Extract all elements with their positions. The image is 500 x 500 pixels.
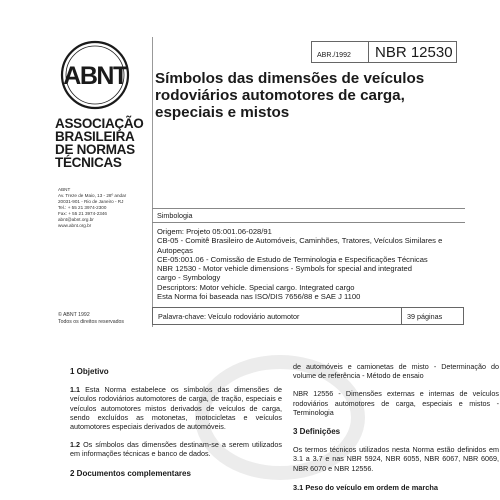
metadata-block	[157, 227, 467, 301]
copyright-rights: Todos os direitos reservados	[58, 318, 125, 325]
right-column	[293, 362, 499, 492]
organization-name	[55, 117, 145, 169]
meta-line: CB-05 - Comitê Brasileiro de Automóveis, Caminhões, Tratores, Veículos Similares e	[157, 236, 443, 246]
standard-code-box	[369, 41, 457, 63]
section-label: Simbologia	[157, 211, 193, 220]
meta-line: Descriptors: Motor vehicle. Special cargo. Integrated cargo	[157, 282, 355, 292]
paragraph-text: Esta Norma estabelece os símbolos das dimensões de veículos rodoviários automotores de carga, de tração, especiais e veículos automotores mistos derivados de veículos de carga, sendo excluídos as motonetas, motocicletas e veículos automotores especiais derivados de automóveis.	[70, 385, 282, 432]
copyright-block	[58, 312, 124, 325]
meta-line: Esta Norma foi baseada nas ISO/DIS 7656/88 e SAE J 1100	[157, 292, 361, 302]
left-column	[70, 367, 282, 478]
address-block	[58, 187, 126, 229]
org-line: BRASILEIRA	[55, 129, 135, 144]
paragraph-number: 1.1	[70, 385, 80, 395]
page-count-box	[402, 307, 464, 325]
org-line: TÉCNICAS	[55, 155, 122, 170]
address-line: www.abnt.org.br	[58, 223, 92, 228]
section-bottom-rule	[152, 222, 465, 223]
address-line: Av. Treze de Maio, 13 - 28º andar	[58, 193, 127, 198]
page-count: 39 páginas	[407, 312, 443, 321]
address-line: Fax: + 55 21 3974-2346	[58, 211, 107, 216]
standard-code: NBR 12530	[375, 43, 453, 61]
meta-line: Autopeças	[157, 245, 193, 255]
abnt-logo-text: ABNT	[63, 62, 127, 90]
title-line: rodoviários automotores de carga,	[155, 87, 405, 104]
date-box	[311, 41, 369, 63]
meta-line: cargo - Symbology	[157, 273, 221, 283]
address-line: abnt@abnt.org.br	[58, 217, 94, 222]
heading-documentos: 2 Documentos complementares	[70, 468, 191, 478]
heading-definicoes: 3 Definições	[293, 427, 341, 437]
keywords: Palavra-chave: Veículo rodoviário automotor	[158, 312, 300, 321]
address-line: ABNT	[58, 187, 71, 192]
section-top-rule	[152, 208, 465, 209]
org-line: ASSOCIAÇÃO	[55, 116, 144, 131]
reference-text: de automóveis e camionetas de misto - Determinação do volume de referência - Método de ensaio	[293, 362, 499, 381]
document-title	[155, 70, 465, 121]
meta-line: Origem: Projeto 05:001.06-028/91	[157, 227, 272, 236]
paragraph-number: 1.2	[70, 440, 80, 450]
vertical-rule	[152, 37, 153, 327]
meta-line: CE-05:001.06 - Comissão de Estudo de Terminologia e Especificações Técnicas	[157, 254, 428, 264]
address-line: Tel.: + 55 21 3974-2300	[58, 205, 107, 210]
abnt-logo	[60, 40, 130, 115]
heading-3-1: 3.1 Peso do veículo em ordem de marcha	[293, 482, 438, 492]
heading-objetivo: 1 Objetivo	[70, 367, 109, 376]
publication-date: ABR./1992	[317, 52, 351, 59]
meta-line: NBR 12530 - Motor vehicle dimensions - Symbols for special and integrated	[157, 264, 412, 274]
paragraph-1-1	[70, 385, 282, 431]
address-line: 20031-901 - Rio de Janeiro - RJ	[58, 199, 124, 204]
reference-nbr-12556: NBR 12556 - Dimensões externas e internas de veículos rodoviários automotores de carga, especiais e mistos - Terminologia	[293, 389, 499, 417]
title-line: especiais e mistos	[155, 104, 290, 121]
title-line: Símbolos das dimensões de veículos	[155, 70, 425, 87]
paragraph-1-2	[70, 440, 282, 458]
abnt-logo-icon	[60, 40, 130, 110]
keywords-box	[152, 307, 402, 325]
org-line: DE NORMAS	[55, 142, 135, 157]
copyright-year: © ABNT 1992	[58, 312, 90, 318]
definitions-paragraph: Os termos técnicos utilizados nesta Norma estão definidos em 3.1 a 3.7 e nas NBR 5924, NBR 6055, NBR 6067, NBR 6069, NBR 6070 e NBR 12556.	[293, 445, 499, 473]
paragraph-text: Os símbolos das dimensões destinam-se a serem utilizados em informações técnicas e banco de dados.	[70, 440, 282, 459]
